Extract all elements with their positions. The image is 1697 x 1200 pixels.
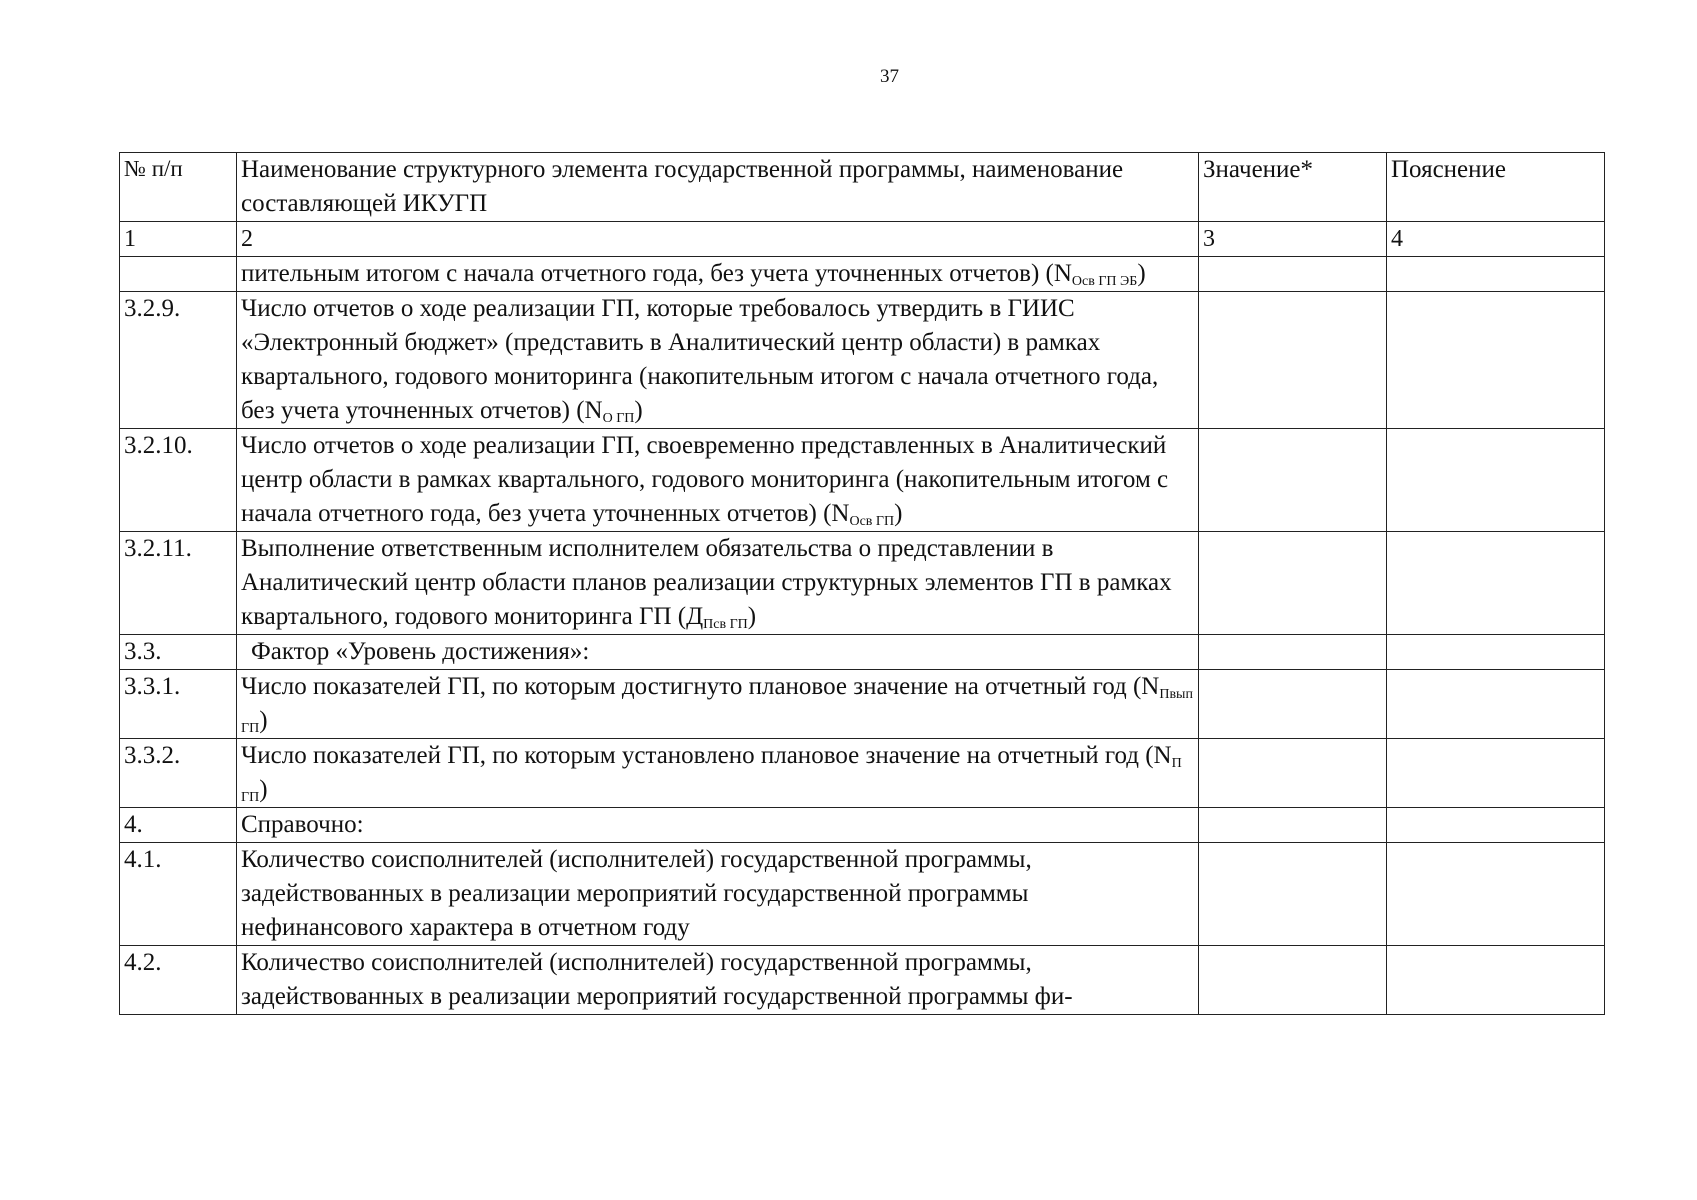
row-number: 3.2.9. — [120, 292, 237, 429]
row-subscript: О ГП — [602, 411, 635, 426]
row-value-cell — [1199, 635, 1387, 670]
table-row — [120, 670, 1605, 739]
row-explanation-cell — [1387, 739, 1605, 808]
row-text: Количество соисполнителей (исполнителей) государственной программы, задействованных в реализации мероприятий государственной программы нефинансового характера в отчетном году — [237, 843, 1199, 946]
row-number: 3.2.11. — [120, 532, 237, 635]
row-text: Число отчетов о ходе реализации ГП, своевременно представленных в Аналитический центр области в рамках квартального, годового мониторинга (накопительным итогом с начала отчетного года, без учета уточненных отчетов) $(N_{Осв ГП})$ — [237, 429, 1199, 532]
row-number: 3.2.10. — [120, 429, 237, 532]
row-text: Справочно: — [237, 808, 1199, 843]
table-header-row — [120, 153, 1605, 222]
row-value-cell — [1199, 257, 1387, 292]
row-number: 3.3. — [120, 635, 237, 670]
row-explanation-cell — [1387, 257, 1605, 292]
header-explanation: Пояснение — [1387, 153, 1605, 222]
row-explanation-cell — [1387, 670, 1605, 739]
row-text: Число показателей ГП, по которым достигнуто плановое значение на отчетный год $(N_{Пвып ГП})$ — [237, 670, 1199, 739]
row-value-cell — [1199, 843, 1387, 946]
row-subscript: Осв ГП ЭБ — [1071, 274, 1138, 289]
row-explanation-cell — [1387, 429, 1605, 532]
table-row — [120, 257, 1605, 292]
row-value-cell — [1199, 739, 1387, 808]
row-value-cell — [1199, 292, 1387, 429]
table-row — [120, 429, 1605, 532]
row-text: пительным итогом с начала отчетного года, без учета уточненных отчетов) $(N_{Осв ГП ЭБ})$ — [237, 257, 1199, 292]
header-name: Наименование структурного элемента государственной программы, наименование составляющей ИКУГП — [237, 153, 1199, 222]
row-explanation-cell — [1387, 635, 1605, 670]
row-value-cell — [1199, 532, 1387, 635]
table-row — [120, 635, 1605, 670]
row-text: Выполнение ответственным исполнителем обязательства о представлении в Аналитический центр области планов реализации структурных элементов ГП в рамках квартального, годового мониторинга ГП $(Д_{Псв ГП})$ — [237, 532, 1199, 635]
row-number: 3.3.2. — [120, 739, 237, 808]
row-subscript: П ГП — [241, 756, 1182, 805]
row-number: 4.1. — [120, 843, 237, 946]
row-number: 4. — [120, 808, 237, 843]
table-row — [120, 946, 1605, 1015]
page-number: 37 — [880, 66, 899, 87]
indicators-table — [119, 152, 1605, 1015]
row-explanation-cell — [1387, 946, 1605, 1015]
row-text: Фактор «Уровень достижения»: — [237, 635, 1199, 670]
row-explanation-cell — [1387, 292, 1605, 429]
column-index: 2 — [237, 222, 1199, 257]
header-number: № п/п — [120, 153, 237, 222]
table-row — [120, 843, 1605, 946]
row-number — [120, 257, 237, 292]
row-explanation-cell — [1387, 808, 1605, 843]
row-text: Число показателей ГП, по которым установлено плановое значение на отчетный год $(N_{П ГП})$ — [237, 739, 1199, 808]
row-value-cell — [1199, 429, 1387, 532]
row-explanation-cell — [1387, 843, 1605, 946]
table-row — [120, 292, 1605, 429]
row-subscript: Псв ГП — [703, 617, 748, 632]
row-subscript: Пвып ГП — [241, 687, 1193, 736]
row-explanation-cell — [1387, 532, 1605, 635]
row-value-cell — [1199, 946, 1387, 1015]
row-number: 4.2. — [120, 946, 237, 1015]
column-index: 4 — [1387, 222, 1605, 257]
row-value-cell — [1199, 808, 1387, 843]
table-row — [120, 532, 1605, 635]
row-text: Количество соисполнителей (исполнителей) государственной программы, задействованных в реализации мероприятий государственной программы фи- — [237, 946, 1199, 1015]
table-row — [120, 739, 1605, 808]
header-value: Значение* — [1199, 153, 1387, 222]
column-index: 3 — [1199, 222, 1387, 257]
column-index: 1 — [120, 222, 237, 257]
column-index-row — [120, 222, 1605, 257]
row-text: Число отчетов о ходе реализации ГП, которые требовалось утвердить в ГИИС «Электронный бюджет» (представить в Аналитический центр области) в рамках квартального, годового мониторинга (накопительным итогом с начала отчетного года, без учета уточненных отчетов) $(N_{О ГП})$ — [237, 292, 1199, 429]
table-row — [120, 808, 1605, 843]
row-subscript: Осв ГП — [849, 514, 895, 529]
row-number: 3.3.1. — [120, 670, 237, 739]
row-value-cell — [1199, 670, 1387, 739]
